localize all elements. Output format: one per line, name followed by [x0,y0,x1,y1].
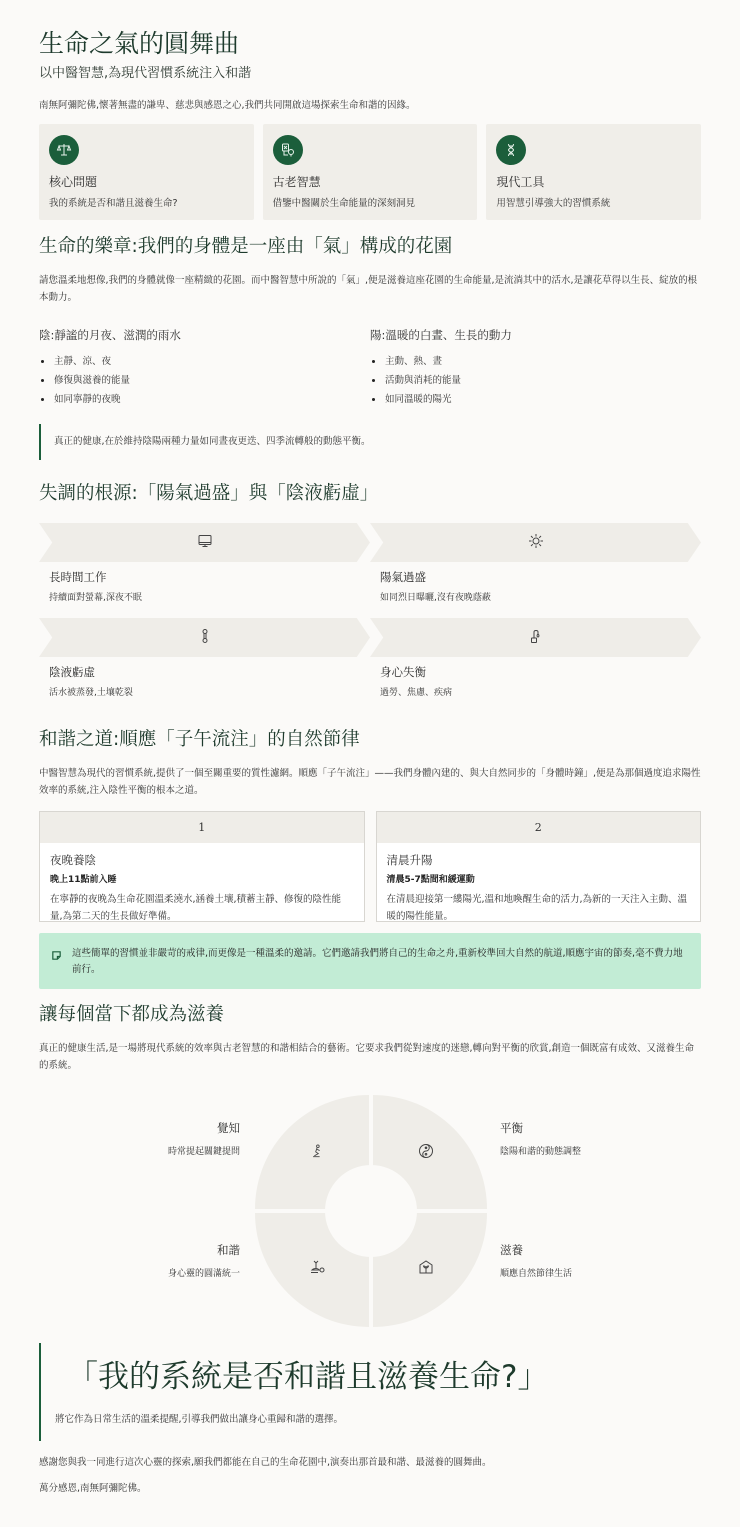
list-item: 主靜、涼、夜 [39,352,370,371]
wheel-label-harmony [120,1241,240,1281]
causes-flow [39,523,701,708]
cause-imbalance [370,618,701,708]
cause-desc: 活水被蒸發,土壤乾裂 [49,688,133,698]
kneeling-person-icon [310,1143,324,1162]
wheel-label-title: 覺知 [217,1121,240,1135]
dumbbell-icon [197,628,213,648]
yin-yang-columns [39,326,701,409]
section-paragraph: 請您溫柔地想像,我們的身體就像一座精緻的花園。而中醫智慧中所說的「氣」,便是滋養這座花園的生命能量,是流淌其中的活水,是讓花草得以生長、綻放的根本動力。 [39,275,698,303]
wheel-label-title: 平衡 [500,1121,523,1135]
yang-list [370,352,701,409]
wheel-label-desc: 身心靈的圓滿統一 [167,1269,240,1279]
chevron-banner [370,618,701,657]
card-title: 核心問題 [49,175,98,189]
wheel-label-title: 滋養 [500,1243,523,1257]
step-subtitle: 清晨5-7點間和緩運動 [386,875,475,885]
list-item: 修復與滋養的能量 [39,371,370,390]
page-subtitle: 以中醫智慧,為現代習慣系統注入和諧 [39,66,252,81]
list-item: 主動、熱、晝 [370,352,701,371]
wheel-label-balance [500,1119,620,1159]
list-item: 如同溫暖的陽光 [370,390,701,409]
yang-title: 陽:溫暖的白晝、生長的動力 [370,328,512,342]
section-heading: 和諧之道:順應「子午流注」的自然節律 [39,729,360,750]
greenhouse-sprout-icon [418,1259,434,1279]
wheel-center [325,1165,417,1257]
farewell-text: 萬分感恩,南無阿彌陀佛。 [39,1483,147,1494]
yin-column [39,326,370,409]
cause-yin-deficiency [39,618,370,708]
yang-column [370,326,701,409]
chevron-banner [370,523,701,562]
step-desc: 在寧靜的夜晚為生命花園溫柔澆水,涵養土壤,積蓄主靜、修復的陰性能量,為第二天的生長做好準備。 [50,894,342,922]
greeting: 南無阿彌陀佛,懷著無盡的謙卑、慈悲與感恩之心,我們共同開啟這場探索生命和諧的因緣。 [39,100,416,111]
intro-card-ancient-wisdom [263,124,478,220]
wheel-label-desc: 時常提起關鍵提問 [167,1147,240,1157]
cause-long-work [39,523,370,618]
cause-desc: 過勞、焦慮、疾病 [380,688,453,698]
card-desc: 用智慧引導強大的習慣系統 [496,198,611,209]
herbs-icon [273,135,303,165]
cause-title: 長時間工作 [49,570,107,584]
cause-desc: 如同烈日曝曬,沒有夜晚蔭蔽 [380,593,491,603]
step-title: 夜晚養陰 [50,853,96,867]
wheel-label-title: 和諧 [217,1243,240,1257]
wheel-diagram [255,1095,487,1327]
step-number: 1 [40,812,364,843]
cause-desc: 持續面對螢幕,深夜不眠 [49,593,142,603]
note-text: 這些簡單的習慣並非嚴苛的戒律,而更像是一種溫柔的邀請。它們邀請我們將自己的生命之舟,重新校準回大自然的航道,順應宇宙的節奏,毫不費力地前行。 [72,948,683,975]
balance-quote: 真正的健康,在於維持陰陽兩種力量如同晝夜更迭、四季流轉般的動態平衡。 [39,424,701,460]
card-desc: 借鑒中醫關於生命能量的深刻洞見 [272,198,416,209]
section-heading: 失調的根源:「陽氣過盛」與「陰液虧虛」 [39,483,379,504]
step-card-1 [39,811,365,922]
wheel-label-awareness [120,1119,240,1159]
thanks-text: 感謝您與我一同進行這次心靈的探索,願我們都能在自己的生命花園中,演奏出那首最和諧、最滋養的圓舞曲。 [39,1457,492,1468]
cause-title: 陽氣過盛 [380,570,426,584]
wheel-label-desc: 順應自然節律生活 [500,1269,573,1279]
card-title: 現代工具 [496,175,545,189]
cause-title: 身心失衡 [380,665,426,679]
intro-card-core-question [39,124,254,220]
yin-title: 陰:靜謐的月夜、滋潤的雨水 [39,328,181,342]
list-item: 如同寧靜的夜晚 [39,390,370,409]
wheel-label-desc: 陰陽和諧的動態調整 [500,1147,582,1157]
step-number: 2 [377,812,701,843]
section-paragraph: 真正的健康生活,是一場將現代系統的效率與古老智慧的和諧相結合的藝術。它要求我們從對速度的迷戀,轉向對平衡的欣賞,創造一個既富有成效、又滋養生命的系統。 [39,1043,695,1071]
section-nourish [39,1002,701,1326]
note-callout [39,933,701,989]
section-harmony [39,727,701,989]
intro-card-modern-tools [486,124,701,220]
cause-title: 陰液虧虛 [49,665,95,679]
step-subtitle: 晚上11點前入睡 [50,875,117,885]
step-title: 清晨升陽 [386,853,433,867]
yin-list [39,352,370,409]
card-title: 古老智慧 [272,175,321,189]
island-icon [310,1259,326,1279]
big-quote-text: 「我的系統是否和諧且滋養生命?」 [67,1359,549,1395]
sun-icon [528,533,544,553]
list-item: 活動與消耗的能量 [370,371,701,390]
note-icon [51,946,62,989]
big-quote-sub: 將它作為日常生活的溫柔提醒,引導我們做出讓身心重歸和諧的選擇。 [55,1414,344,1425]
section-causes [39,481,701,708]
step-card-2 [376,811,702,922]
section-heading: 生命的樂章:我們的身體是一座由「氣」構成的花園 [39,236,453,257]
closing-quote [39,1343,701,1441]
page-title: 生命之氣的圓舞曲 [39,29,240,58]
monitor-icon [197,533,213,553]
wheel-label-nourish [500,1241,620,1281]
dna-icon [496,135,526,165]
section-garden [39,234,701,460]
card-desc: 我的系統是否和諧且滋養生命? [49,198,178,209]
wilting-plant-icon [528,628,544,648]
section-heading: 讓每個當下都成為滋養 [39,1004,225,1025]
chevron-banner [39,618,370,657]
section-paragraph: 中醫智慧為現代的習慣系統,提供了一個至關重要的質性濾網。順應「子午流注」——我們身體內建的、與大自然同步的「身體時鐘」,便是為那個過度追求陽性效率的系統,注入陰性平衡的根本之道。 [39,768,701,796]
cause-excess-yang [370,523,701,618]
chevron-banner [39,523,370,562]
step-desc: 在清晨迎接第一縷陽光,溫和地喚醒生命的活力,為新的一天注入主動、溫暖的陽性能量。 [386,894,688,922]
intro-cards [39,124,701,220]
scale-icon [49,135,79,165]
steps [39,811,701,922]
cycle-wheel [39,1086,701,1326]
yin-yang-icon [418,1143,434,1163]
